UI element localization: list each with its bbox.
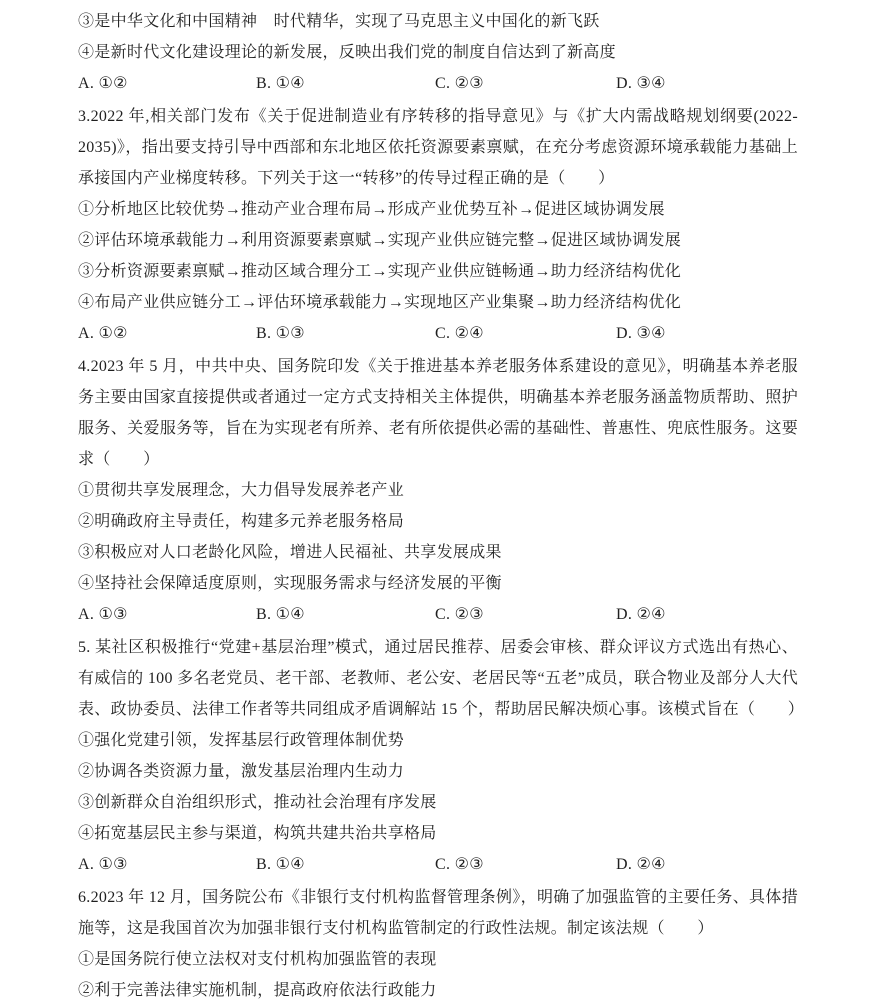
question-5-option-4: ④拓宽基层民主参与渠道，构筑共建共治共享格局 xyxy=(78,825,437,842)
question-3-option-1: ①分析地区比较优势→推动产业合理布局→形成产业优势互补→促进区域协调发展 xyxy=(78,201,665,218)
choice-d: D. ②④ xyxy=(616,606,666,623)
question-4-option-4: ④坚持社会保障适度原则，实现服务需求与经济发展的平衡 xyxy=(78,575,502,592)
question-3-option-3: ③分析资源要素禀赋→推动区域合理分工→实现产业供应链畅通→助力经济结构优化 xyxy=(78,263,682,280)
question-5-option-1: ①强化党建引领，发挥基层行政管理体制优势 xyxy=(78,732,405,749)
question-6-option-1: ①是国务院行使立法权对支付机构加强监管的表现 xyxy=(78,951,437,968)
question-4-option-3: ③积极应对人口老龄化风险，增进人民福祉、共享发展成果 xyxy=(78,544,502,561)
choice-d: D. ②④ xyxy=(616,856,666,873)
question-2-partial-option-2: ④是新时代文化建设理论的新发展，反映出我们党的制度自信达到了新高度 xyxy=(78,44,616,61)
question-2-partial-option-1: ③是中华文化和中国精神 时代精华，实现了马克思主义中国化的新飞跃 xyxy=(78,13,600,30)
choice-c: C. ②③ xyxy=(435,856,484,873)
question-4-choices xyxy=(78,599,798,630)
question-6-stem: 6.2023 年 12 月，国务院公布《非银行支付机构监督管理条例》，明确了加强监管的主要任务、具体措施等，这是我国首次为加强非银行支付机构监管制定的行政性法规。制定该法规（ ） xyxy=(78,889,798,937)
question-2-partial-choices xyxy=(78,68,798,99)
choice-d: D. ③④ xyxy=(616,75,666,92)
question-5-option-2: ②协调各类资源力量，激发基层治理内生动力 xyxy=(78,763,405,780)
question-3-choices xyxy=(78,318,798,349)
question-4-stem: 4.2023 年 5 月，中共中央、国务院印发《关于推进基本养老服务体系建设的意见》，明确基本养老服务主要由国家直接提供或者通过一定方式支持相关主体提供，明确基本养老服务涵盖物质帮助、照护服务、关爱服务等，旨在为实现老有所养、老有所依提供必需的基础性、普惠性、兜底性服务。这要求（ ） xyxy=(78,358,798,468)
question-3-stem: 3.2022 年,相关部门发布《关于促进制造业有序转移的指导意见》与《扩大内需战略规划纲要(2022-2035)》，指出要支持引导中西部和东北地区依托资源要素禀赋，在充分考虑资源环境承载能力基础上承接国内产业梯度转移。下列关于这一“转移”的传导过程正确的是（ ） xyxy=(78,108,798,187)
question-5-stem: 5. 某社区积极推行“党建+基层治理”模式，通过居民推荐、居委会审核、群众评议方式选出有热心、有威信的 100 多名老党员、老干部、老教师、老公安、老居民等“五老”成员，联合物业及部分人大代表、政协委员、法律工作者等共同组成矛盾调解站 15 个，帮助居民解决烦心事。该模式旨在（ ） xyxy=(78,639,805,718)
choice-a: A. ①② xyxy=(78,75,128,92)
question-4-option-2: ②明确政府主导责任，构建多元养老服务格局 xyxy=(78,513,405,530)
choice-a: A. ①③ xyxy=(78,856,128,873)
choice-b: B. ①③ xyxy=(256,325,305,342)
question-5-choices xyxy=(78,849,798,880)
choice-d: D. ③④ xyxy=(616,325,666,342)
choice-a: A. ①② xyxy=(78,325,128,342)
question-4-option-1: ①贯彻共享发展理念，大力倡导发展养老产业 xyxy=(78,482,405,499)
question-3-option-2: ②评估环境承载能力→利用资源要素禀赋→实现产业供应链完整→促进区域协调发展 xyxy=(78,232,682,249)
choice-c: C. ②③ xyxy=(435,606,484,623)
choice-b: B. ①④ xyxy=(256,75,305,92)
choice-b: B. ①④ xyxy=(256,606,305,623)
choice-b: B. ①④ xyxy=(256,856,305,873)
choice-c: C. ②③ xyxy=(435,75,484,92)
question-3-option-4: ④布局产业供应链分工→评估环境承载能力→实现地区产业集聚→助力经济结构优化 xyxy=(78,294,682,311)
question-6-option-2: ②利于完善法律实施机制，提高政府依法行政能力 xyxy=(78,982,437,999)
choice-a: A. ①③ xyxy=(78,606,128,623)
choice-c: C. ②④ xyxy=(435,325,484,342)
question-5-option-3: ③创新群众自治组织形式，推动社会治理有序发展 xyxy=(78,794,437,811)
